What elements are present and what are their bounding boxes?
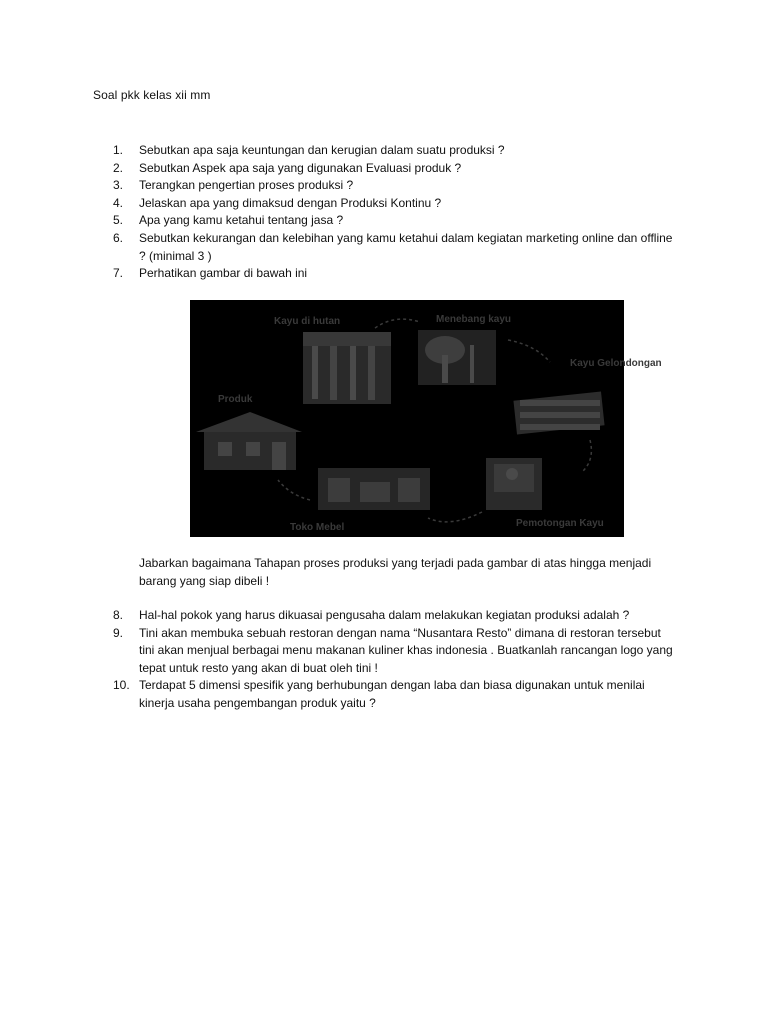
production-process-figure <box>190 300 662 537</box>
document-title: Soal pkk kelas xii mm <box>93 88 211 102</box>
question-item-9 <box>113 625 673 678</box>
question-item-5 <box>113 212 673 230</box>
tree-felling-illustration <box>418 330 496 385</box>
question-number: 5. <box>113 213 124 228</box>
question-text: Apa yang kamu ketahui tentang jasa ? <box>139 213 344 228</box>
question-number: 3. <box>113 178 124 193</box>
forest-illustration <box>303 332 391 404</box>
sawmill-illustration <box>486 458 542 510</box>
figure-label-forest: Kayu di hutan <box>274 316 341 327</box>
furniture-shop-illustration <box>318 468 430 510</box>
question-text: Tini akan membuka sebuah restoran dengan nama “Nusantara Resto” dimana di restoran tersebut tini akan menjual berbagai menu makanan kuliner khas indonesia . Buatkanlah rancangan logo yang tepat untuk resto yang akan di buat oleh tini ! <box>139 625 673 675</box>
product-house-illustration <box>196 412 302 470</box>
question-item-8 <box>113 607 673 625</box>
question-text: Terdapat 5 dimensi spesifik yang berhubungan dengan laba dan biasa digunakan untuk menilai kinerja usaha pengembangan produk yaitu ? <box>139 678 645 710</box>
question-text: Hal-hal pokok yang harus dikuasai pengusaha dalam melakukan kegiatan produksi adalah ? <box>139 608 630 622</box>
question-item-3 <box>113 177 673 195</box>
question-item-10 <box>113 677 673 712</box>
figure-label-sawing: Pemotongan Kayu <box>516 518 604 529</box>
logs-illustration <box>513 391 604 434</box>
question-text: Sebutkan apa saja keuntungan dan kerugian dalam suatu produksi ? <box>139 143 505 157</box>
question-number: 4. <box>113 195 124 210</box>
question-item-7 <box>113 265 673 283</box>
figure-label-logs: Kayu Gelondongan <box>570 358 662 369</box>
question-text: Jelaskan apa yang dimaksud dengan Produksi Kontinu ? <box>139 195 442 210</box>
question-number: 1. <box>113 143 124 157</box>
figure-label-product: Produk <box>218 394 253 405</box>
question-item-4 <box>113 195 673 213</box>
question-text: Sebutkan kekurangan dan kelebihan yang kamu ketahui dalam kegiatan marketing online dan offline ? (minimal 3 ) <box>139 230 673 263</box>
question-item-6 <box>113 230 673 265</box>
question-text: Perhatikan gambar di bawah ini <box>139 266 308 281</box>
question-number: 10. <box>113 678 130 693</box>
question-item-1 <box>113 142 673 160</box>
figure-label-shop: Toko Mebel <box>290 522 345 533</box>
question-text: Sebutkan Aspek apa saja yang digunakan Evaluasi produk ? <box>139 160 462 175</box>
figure-label-felling: Menebang kayu <box>436 314 512 325</box>
question-number: 8. <box>113 608 124 622</box>
question-number: 2. <box>113 160 124 175</box>
question-number: 7. <box>113 266 124 281</box>
question-text: Terangkan pengertian proses produksi ? <box>139 178 354 193</box>
question-7-followup: Jabarkan bagaimana Tahapan proses produksi yang terjadi pada gambar di atas hingga menjadi barang yang siap dibeli ! <box>139 556 652 588</box>
question-list-part2 <box>113 607 673 713</box>
question-number: 6. <box>113 230 124 245</box>
question-item-2 <box>113 160 673 178</box>
question-number: 9. <box>113 625 124 640</box>
question-list-part1 <box>113 142 673 283</box>
